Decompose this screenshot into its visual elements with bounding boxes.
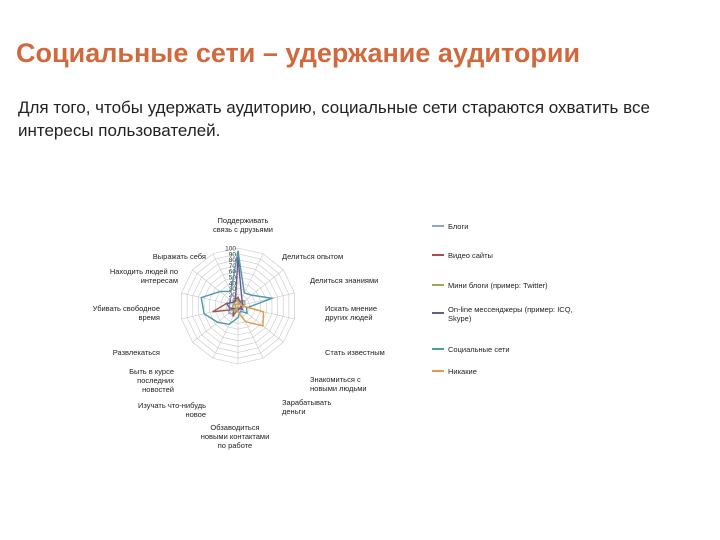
tick-label: 0 [232,303,236,311]
chart-legend [432,222,573,376]
tick-label: 10 [228,297,236,305]
tick-label: 50 [228,274,236,282]
tick-label: 90 [228,251,236,259]
category-label: Зарабатывать деньги [282,398,332,416]
slide-body-text: Для того, чтобы удержать аудиторию, социальные сети стараются охватить все интересы пользователей. [18,98,650,140]
tick-label: 80 [228,257,236,265]
category-label: Знакомиться с новыми людьми [310,375,367,393]
tick-label: 60 [228,268,236,276]
category-label: Делиться опытом [282,252,344,261]
slide-title: Социальные сети – удержание аудитории [16,38,581,68]
legend-label: Мини блоги (пример: Twitter) [448,281,548,290]
tick-label: 30 [228,286,236,294]
category-label: Быть в курсе последних новостей [129,367,174,394]
legend-label: Блоги [448,222,469,231]
category-label: Убивать свободное время [92,304,160,322]
category-label: Обзаводиться новыми контактами по работе [200,423,270,450]
tick-label: 100 [225,245,236,253]
legend-label: Социальные сети [448,345,510,354]
category-label: Изучать что-нибудь новое [137,401,206,419]
category-label: Развлекаться [112,348,160,357]
category-label: Поддерживать связь с друзьями [213,216,273,234]
tick-label: 20 [228,291,236,299]
tick-label: 70 [228,262,236,270]
category-label: Искать мнение других людей [325,304,377,322]
category-label: Находить людей по интересам [109,267,178,285]
legend-label: On-line мессенджеры (пример: ICQ, Skype) [448,305,573,323]
category-label: Стать известным [325,348,385,357]
category-label: Выражать себя [152,252,206,261]
legend-label: Видео сайты [448,251,493,260]
radar-series [201,251,272,326]
legend-label: Никакие [448,367,477,376]
tick-label: 40 [228,280,236,288]
category-label: Делиться знаниями [310,276,379,285]
